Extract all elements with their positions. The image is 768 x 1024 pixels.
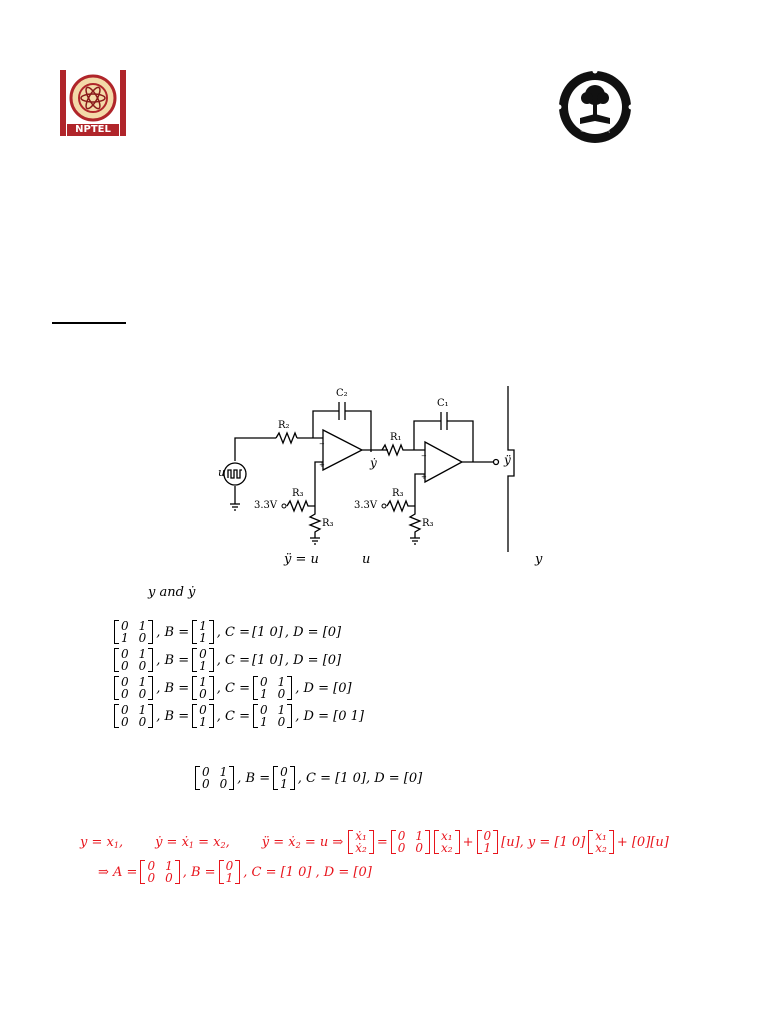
solution-x-vector-right-bracket <box>455 830 460 854</box>
answer-matrix-b <box>273 766 295 790</box>
section-rule <box>52 322 126 324</box>
solution-x-vector-cell: x₁ <box>441 829 453 843</box>
solution-plus: + <box>462 834 474 850</box>
iit-logo <box>556 68 634 146</box>
solution-xdot-vector-cell: ẋ₂ <box>355 841 367 855</box>
option-3-matrix-c-cell: 0 <box>277 687 286 701</box>
option-1-matrix-a-cell: 1 <box>138 619 147 633</box>
solution2-a-matrix-cell: 1 <box>165 859 173 873</box>
option-1-matrix-a-right-bracket <box>148 620 153 644</box>
question-state-variables: y and ẏ <box>148 585 196 600</box>
label-c2: C₂ <box>336 388 348 399</box>
label-r3-horizontal-1: R₃ <box>292 488 304 499</box>
solution-x-vector-2-cell: x₂ <box>595 841 607 855</box>
solution-xdot-vector-cell: ẋ₁ <box>355 829 367 843</box>
option-3-matrix-a-cell: 0 <box>138 687 147 701</box>
answer-c-label: , C = [1 0], D = [0] <box>297 770 423 786</box>
option-3-matrix-c-cells <box>258 676 287 700</box>
label-voltage-2: 3.3V <box>354 500 378 511</box>
option-3-matrix-b <box>192 676 214 700</box>
iit-emblem-icon <box>556 68 634 146</box>
solution2-a-matrix-cell: 0 <box>147 871 156 885</box>
option-4-matrix-b-cell: 1 <box>199 715 207 729</box>
solution2-a-matrix-cell: 0 <box>147 859 156 873</box>
option-4-matrix-a <box>114 704 153 728</box>
solution-x-vector <box>434 830 460 854</box>
solution-xdot-vector-right-bracket <box>369 830 374 854</box>
answer-matrix-a-cell: 0 <box>202 765 210 779</box>
label-c1: C₁ <box>437 398 449 409</box>
solution-b-vector-right-bracket <box>493 830 498 854</box>
solution-a-matrix-right-bracket <box>425 830 430 854</box>
answer-matrix-a-right-bracket <box>229 766 234 790</box>
answer-b-label: , B = <box>237 770 271 786</box>
label-ydot: ẏ <box>370 456 377 470</box>
caption-u: u <box>362 552 371 567</box>
option-3-matrix-c-right-bracket <box>287 676 292 700</box>
svg-text:+: + <box>319 461 325 469</box>
svg-text:−: − <box>421 452 427 460</box>
solution-y-eq-x1: $y = x_1$, <box>80 834 124 850</box>
solution-x-vector-2-right-bracket <box>609 830 614 854</box>
option-3-matrix-a-cell: 0 <box>121 675 129 689</box>
solution-x-vector-2 <box>588 830 614 854</box>
option-1-matrix-a-cell: 1 <box>121 631 129 645</box>
option-3-matrix-c-cell: 1 <box>260 687 268 701</box>
solution-x-vector-2-cell: x₁ <box>595 829 607 843</box>
option-2-matrix-b <box>192 648 214 672</box>
solution-a-matrix-cell: 1 <box>415 829 424 843</box>
option-3-matrix-a <box>114 676 153 700</box>
option-4-matrix-b-cell: 0 <box>199 703 207 717</box>
option-3-matrix-b-cells <box>197 676 209 700</box>
option-3-matrix-a-right-bracket <box>148 676 153 700</box>
nptel-logo <box>58 68 128 138</box>
solution-x-vector-cell: x₂ <box>441 841 453 855</box>
answer-matrix-a-cell: 0 <box>202 777 210 791</box>
label-r1: R₁ <box>390 432 402 443</box>
answer-line <box>194 766 422 790</box>
solution2-a-matrix-right-bracket <box>175 860 180 884</box>
option-4-matrix-a-cell: 0 <box>138 715 147 729</box>
option-4-matrix-b-cells <box>197 704 209 728</box>
option-3-b-label: , B = <box>156 680 190 696</box>
solution-a-matrix-cell: 0 <box>415 841 424 855</box>
option-4-b-label: , B = <box>156 708 190 724</box>
option-2-matrix-c: [1 0] <box>252 652 283 668</box>
options-list <box>113 618 364 730</box>
option-4-matrix-c <box>253 704 292 728</box>
option-4-matrix-a-cell: 0 <box>121 703 129 717</box>
label-r2: R₂ <box>278 420 290 431</box>
option-4 <box>113 702 364 730</box>
option-3-matrix-b-cell: 0 <box>199 687 207 701</box>
option-4-matrix-c-cell: 0 <box>277 715 286 729</box>
option-4-matrix-c-right-bracket <box>287 704 292 728</box>
option-2-b-label: , B = <box>156 652 190 668</box>
solution-x-vector-cells <box>439 830 455 854</box>
solution2-b-vector-cell: 1 <box>225 871 234 885</box>
op-amp-circuit-figure <box>218 386 538 552</box>
option-3-matrix-c-cell: 0 <box>260 675 268 689</box>
solution-yddot-eq: ÿ = ẋ$_2$ = u ⇒ <box>261 834 344 850</box>
solution2-b-vector <box>219 860 241 884</box>
label-u: u <box>218 466 226 479</box>
option-1-matrix-b-right-bracket <box>209 620 214 644</box>
svg-text:−: − <box>319 440 325 448</box>
option-3-matrix-a-cell: 1 <box>138 675 147 689</box>
answer-matrix-b-right-bracket <box>290 766 295 790</box>
option-2-matrix-a-cell: 0 <box>138 659 147 673</box>
circuit-diagram <box>218 386 538 552</box>
option-4-d-label: , D = [0 1] <box>295 708 364 724</box>
option-1-matrix-b-cell: 1 <box>199 631 207 645</box>
solution-x-vector-2-cells <box>593 830 609 854</box>
option-3-matrix-c-cell: 1 <box>277 675 286 689</box>
option-2-matrix-a-cell: 1 <box>138 647 147 661</box>
solution-ydot-eq: ẏ = ẋ$_1$ = $x_2$, <box>155 834 230 850</box>
option-2-matrix-a-right-bracket <box>148 648 153 672</box>
caption-equation: ÿ = u <box>284 552 319 567</box>
label-yddot: ÿ <box>504 453 511 467</box>
solution2-b-vector-right-bracket <box>235 860 240 884</box>
option-2-matrix-a-cells <box>119 648 148 672</box>
solution2-b-vector-cell: 0 <box>225 859 234 873</box>
option-4-matrix-a-cell: 1 <box>138 703 147 717</box>
label-voltage-1: 3.3V <box>254 500 278 511</box>
option-1-matrix-b <box>192 620 214 644</box>
solution-equals: = <box>376 834 388 850</box>
option-2-matrix-b-cells <box>197 648 209 672</box>
option-2-matrix-a-cell: 0 <box>121 659 129 673</box>
label-r3-vertical-1: R₃ <box>322 518 334 529</box>
option-1-matrix-c: [1 0] <box>252 624 283 640</box>
option-2-matrix-b-right-bracket <box>209 648 214 672</box>
option-4-matrix-b-right-bracket <box>209 704 214 728</box>
option-3-matrix-a-cells <box>119 676 148 700</box>
option-1-matrix-a-cell: 0 <box>121 619 129 633</box>
option-2-matrix-b-cell: 0 <box>199 647 207 661</box>
option-4-matrix-a-cells <box>119 704 148 728</box>
solution-a-matrix-cell: 0 <box>397 841 406 855</box>
solution-a-matrix-cells <box>396 830 425 854</box>
answer-matrix-b-cells <box>278 766 290 790</box>
solution-xdot-vector <box>348 830 374 854</box>
option-3-matrix-b-cell: 1 <box>199 675 207 689</box>
solution2-b-vector-cells <box>224 860 236 884</box>
option-4-matrix-b <box>192 704 214 728</box>
option-2-matrix-a-cell: 0 <box>121 647 129 661</box>
option-2-matrix-b-cell: 1 <box>199 659 207 673</box>
solution2-a-matrix <box>140 860 179 884</box>
option-3-matrix-c <box>253 676 292 700</box>
caption-y: y <box>535 552 543 567</box>
option-4-matrix-c-cell: 1 <box>260 715 268 729</box>
solution2-a-matrix-cell: 0 <box>165 871 173 885</box>
option-4-c-label: , C = <box>216 708 251 724</box>
option-4-matrix-c-cell: 0 <box>260 703 268 717</box>
answer-matrix-a-cell: 1 <box>219 765 228 779</box>
answer-matrix-b-cell: 1 <box>280 777 288 791</box>
option-2-d-label: , D = [0] <box>284 652 342 668</box>
option-2 <box>113 646 364 674</box>
iit-logo-text: योगः कर्मसु कौशलम् <box>580 128 610 133</box>
answer-matrix-a-cells <box>200 766 229 790</box>
solution-line-2 <box>98 860 372 884</box>
option-3-matrix-a-cell: 0 <box>121 687 129 701</box>
answer-matrix-a <box>195 766 234 790</box>
option-3-matrix-b-right-bracket <box>209 676 214 700</box>
option-1-c-label: , C = <box>216 624 251 640</box>
option-1-b-label: , B = <box>156 624 190 640</box>
option-3-c-label: , C = <box>216 680 251 696</box>
solution-b-vector-cell: 0 <box>483 829 492 843</box>
solution2-b-label: , B = <box>182 864 216 880</box>
solution-xdot-vector-cells <box>353 830 369 854</box>
option-4-matrix-c-cell: 1 <box>277 703 286 717</box>
nptel-logo-text: NPTEL <box>75 124 111 135</box>
option-4-matrix-c-cells <box>258 704 287 728</box>
solution-a-matrix-cell: 0 <box>397 829 406 843</box>
svg-text:+: + <box>421 473 427 481</box>
answer-row <box>194 766 422 790</box>
solution2-a-matrix-cells <box>145 860 174 884</box>
solution-b-vector-cells <box>482 830 494 854</box>
option-1-matrix-b-cells <box>197 620 209 644</box>
option-1-matrix-a-cells <box>119 620 148 644</box>
label-r3-horizontal-2: R₃ <box>392 488 404 499</box>
option-3-d-label: , D = [0] <box>295 680 352 696</box>
option-2-c-label: , C = <box>216 652 251 668</box>
option-4-matrix-a-cell: 0 <box>121 715 129 729</box>
label-r3-vertical-2: R₃ <box>422 518 434 529</box>
option-2-matrix-a <box>114 648 153 672</box>
solution-tail: + [0][u] <box>616 834 669 850</box>
solution2-prefix: ⇒ A = <box>98 864 138 880</box>
option-4-matrix-a-right-bracket <box>148 704 153 728</box>
option-1-matrix-b-cell: 1 <box>199 619 207 633</box>
answer-matrix-b-cell: 0 <box>280 765 288 779</box>
option-1-d-label: , D = [0] <box>284 624 342 640</box>
solution-b-vector-cell: 1 <box>483 841 492 855</box>
option-1-matrix-a <box>114 620 153 644</box>
solution-a-matrix <box>391 830 430 854</box>
solution-b-vector <box>477 830 499 854</box>
solution2-cd: , C = [1 0] , D = [0] <box>243 864 372 880</box>
option-1 <box>113 618 364 646</box>
solution-u-output: [u], y = [1 0] <box>501 834 586 850</box>
answer-matrix-a-cell: 0 <box>219 777 228 791</box>
option-3 <box>113 674 364 702</box>
option-1-matrix-a-cell: 0 <box>138 631 147 645</box>
solution-line-1 <box>80 830 669 854</box>
